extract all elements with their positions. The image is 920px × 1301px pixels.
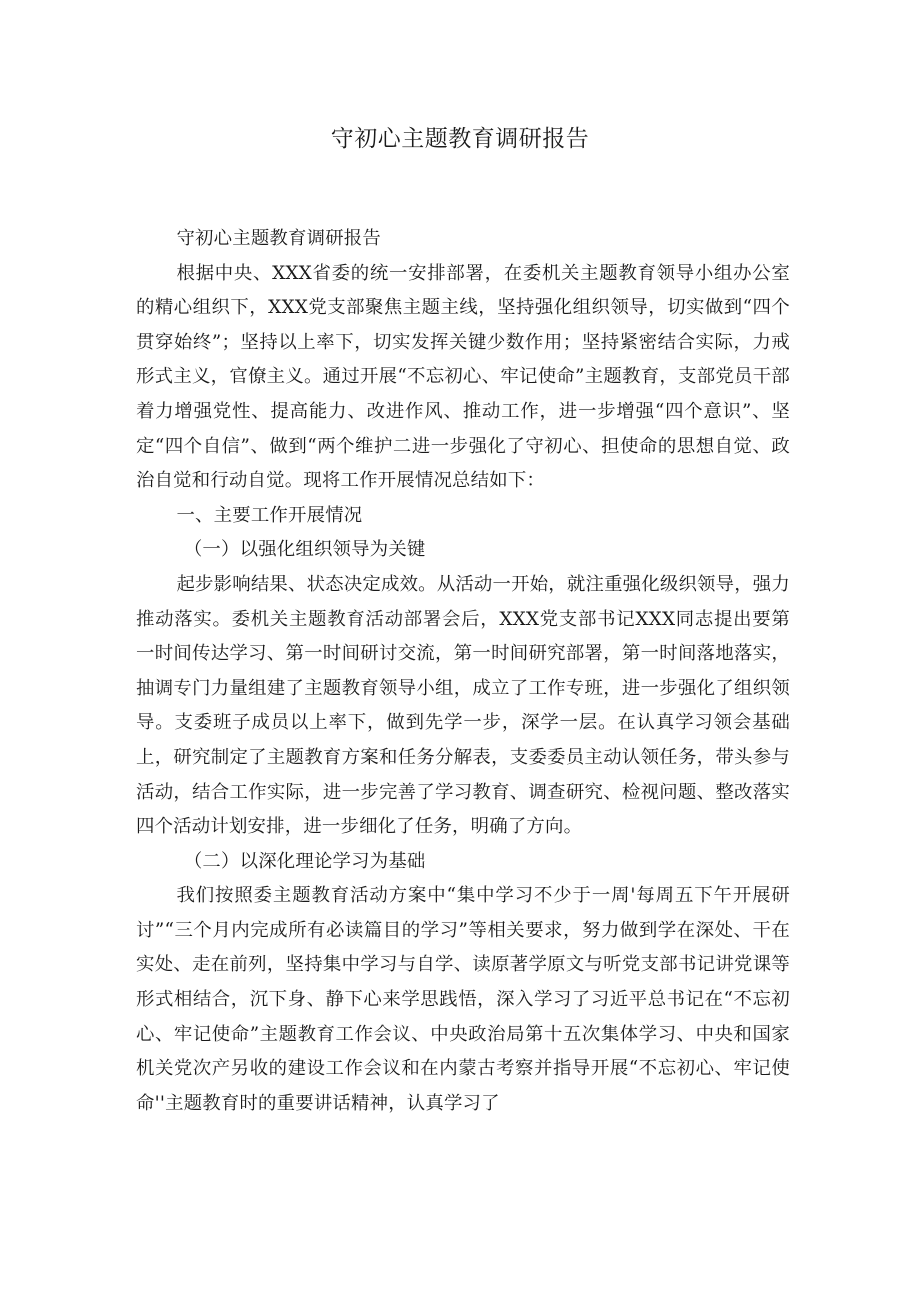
subtitle-paragraph: 守初心主题教育调研报告 [176,228,381,249]
subsection-heading-2: （二）以深化理论学习为基础 [183,850,426,872]
intro-paragraph: 根据中央、XXX省委的统一安排部署，在委机关主题教育领导小组办公室的精心组织下，XXX党支部聚焦主题主线，坚持强化组织领导，切实做到“四个贯穿始终”；坚持以上率下，切实发挥关键少数作用；坚持紧密结合实际，力戒形式主义，官僚主义。通过开展“不忘初心、牢记使命”主题教育，支部党员干部着力增强党性、提高能力、改进作风、推动工作，进一步增强“四个意识”、坚定“四个自信”、做到“两个维护二进一步强化了守初心、担使命的思想自觉、政治自觉和行动自觉。现将工作开展情况总结如下： [136,262,790,492]
body-paragraph-2: 我们按照委主题教育活动方案中“集中学习不少于一周'每周五下午开展研讨”“三个月内完成所有必读篇目的学习”等相关要求，努力做到学在深处、干在实处、走在前列，坚持集中学习与自学、读原著学原文与听党支部书记讲党课等形式相结合，沉下身、静下心来学思践悟，深入学习了习近平总书记在“不忘初心、牢记使命”主题教育工作会议、中央政治局第十五次集体学习、中央和国家机关党次产另收的建设工作会议和在内蒙古考察并指导开展“不忘初心、牢记使命''主题教育时的重要讲话精神，认真学习了 [136,885,790,1114]
subsection-heading-1: （一）以强化组织领导为关键 [183,539,426,561]
document-title: 守初心主题教育调研报告 [330,126,590,152]
document-body [136,222,790,1121]
body-paragraph-1: 起步影响结果、状态决定成效。从活动一开始，就注重强化级织领导，强力推动落实。委机关主题教育活动部署会后，XXX党支部书记XXX同志提出要第一时间传达学习、第一时间研讨交流，第一时间研究部署，第一时间落地落实，抽调专门力量组建了主题教育领导小组，成立了工作专班，进一步强化了组织领导。支委班子成员以上率下，做到先学一步，深学一层。在认真学习领会基础上，研究制定了主题教育方案和任务分解表，支委委员主动认领任务，带头参与活动，结合工作实际，进一步完善了学习教育、调查研究、检视问题、整改落实四个活动计划安排，进一步细化了任务，明确了方向。 [136,573,790,838]
section-heading: 一、主要工作开展情况 [176,504,363,526]
